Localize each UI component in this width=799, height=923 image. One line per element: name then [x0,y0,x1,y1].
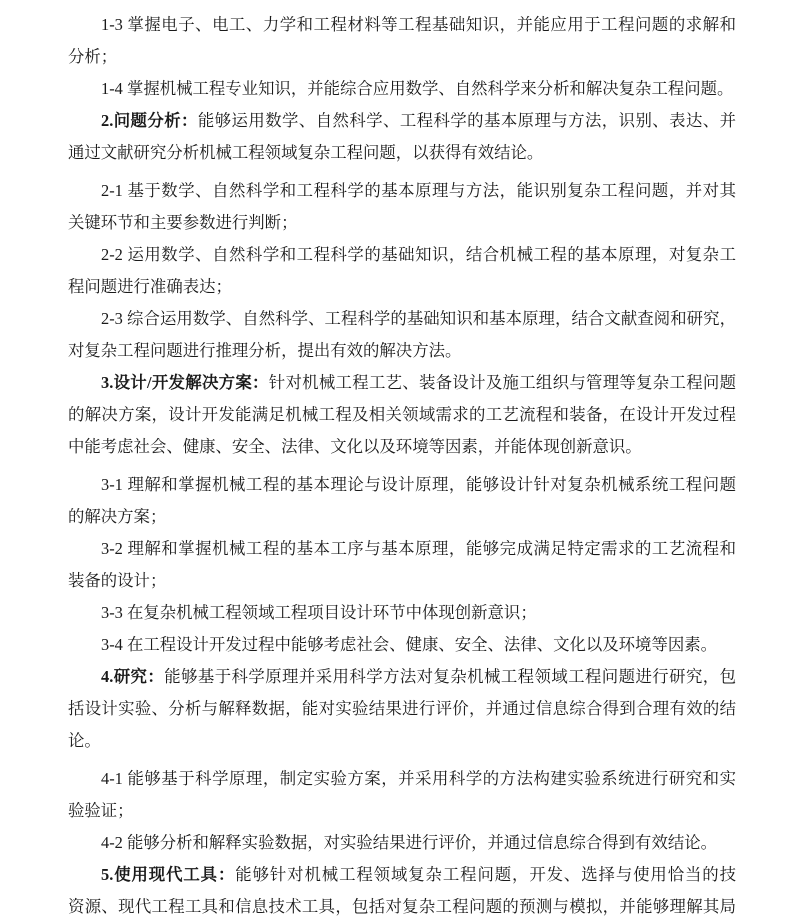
text-line [68,693,736,725]
section-heading: 5.使用现代工具： [101,865,236,884]
line-text: 3-4 在工程设计开发过程中能够考虑社会、健康、安全、法律、文化以及环境等因素。 [101,635,718,654]
line-text: 验验证； [68,801,134,820]
text-line [68,137,736,169]
text-line [68,661,736,693]
line-text: 2-1 基于数学、自然科学和工程科学的基本原理与方法，能识别复杂工程问题，并对其 [101,181,736,200]
paragraph [68,175,736,239]
text-line [68,9,736,41]
line-text: 能够运用数学、自然科学、工程科学的基本原理与方法，识别、表达、并 [197,111,736,130]
text-line [68,891,736,923]
paragraph [68,73,736,105]
line-text: 通过文献研究分析机械工程领域复杂工程问题，以获得有效结论。 [68,143,544,162]
text-line [68,827,736,859]
text-line [68,597,736,629]
line-text: 能够针对机械工程领域复杂工程问题，开发、选择与使用恰当的技 [235,865,736,884]
line-text: 分析； [68,47,118,66]
paragraph [68,661,736,757]
line-text: 能够基于科学原理并采用科学方法对复杂机械工程领域工程问题进行研究，包 [164,667,736,686]
text-line [68,565,736,597]
paragraph [68,303,736,367]
section-heading: 4.研究： [101,667,165,686]
line-text: 4-1 能够基于科学原理，制定实验方案，并采用科学的方法构建实验系统进行研究和实 [101,769,736,788]
line-text: 装备的设计； [68,571,167,590]
paragraph [68,597,736,629]
section-heading: 3.设计/开发解决方案： [101,373,269,392]
paragraph [68,533,736,597]
document-body [68,9,736,923]
line-text: 3-3 在复杂机械工程领域工程项目设计环节中体现创新意识； [101,603,537,622]
section-heading: 2.问题分析： [101,111,198,130]
line-text: 括设计实验、分析与解释数据，能对实验结果进行评价，并通过信息综合得到合理有效的结 [68,699,736,718]
line-text: 1-3 掌握电子、电工、力学和工程材料等工程基础知识，并能应用于工程问题的求解和 [101,15,736,34]
text-line [68,41,736,73]
paragraph [68,105,736,169]
line-text: 针对机械工程工艺、装备设计及施工组织与管理等复杂工程问题 [268,373,736,392]
text-line [68,367,736,399]
text-line [68,431,736,463]
text-line [68,303,736,335]
line-text: 的解决方案，设计开发能满足机械工程及相关领域需求的工艺流程和装备，在设计开发过程 [68,405,736,424]
paragraph [68,367,736,463]
text-line [68,501,736,533]
text-line [68,629,736,661]
paragraph [68,629,736,661]
line-text: 3-2 理解和掌握机械工程的基本工序与基本原理，能够完成满足特定需求的工艺流程和 [101,539,736,558]
line-text: 1-4 掌握机械工程专业知识，并能综合应用数学、自然科学来分析和解决复杂工程问题。 [101,79,734,98]
text-line [68,271,736,303]
text-line [68,725,736,757]
line-text: 4-2 能够分析和解释实验数据，对实验结果进行评价，并通过信息综合得到有效结论。 [101,833,718,852]
text-line [68,207,736,239]
line-text: 对复杂工程问题进行推理分析，提出有效的解决方法。 [68,341,462,360]
line-text: 的解决方案； [68,507,167,526]
line-text: 2-3 综合运用数学、自然科学、工程科学的基础知识和基本原理，结合文献查阅和研究， [101,309,736,328]
paragraph [68,469,736,533]
paragraph [68,239,736,303]
line-text: 论。 [68,731,101,750]
line-text: 程问题进行准确表达； [68,277,232,296]
line-text: 2-2 运用数学、自然科学和工程科学的基础知识，结合机械工程的基本原理，对复杂工 [101,245,736,264]
text-line [68,73,736,105]
line-text: 资源、现代工程工具和信息技术工具，包括对复杂工程问题的预测与模拟，并能够理解其局 [68,897,736,916]
text-line [68,533,736,565]
paragraph [68,763,736,827]
text-line [68,239,736,271]
text-line [68,105,736,137]
line-text: 中能考虑社会、健康、安全、法律、文化以及环境等因素，并能体现创新意识。 [68,437,642,456]
line-text: 3-1 理解和掌握机械工程的基本理论与设计原理，能够设计针对复杂机械系统工程问题 [101,475,736,494]
text-line [68,763,736,795]
paragraph [68,9,736,73]
text-line [68,335,736,367]
paragraph [68,859,736,923]
text-line [68,795,736,827]
text-line [68,859,736,891]
text-line [68,469,736,501]
line-text: 关键环节和主要参数进行判断； [68,213,298,232]
text-line [68,399,736,431]
paragraph [68,827,736,859]
text-line [68,175,736,207]
